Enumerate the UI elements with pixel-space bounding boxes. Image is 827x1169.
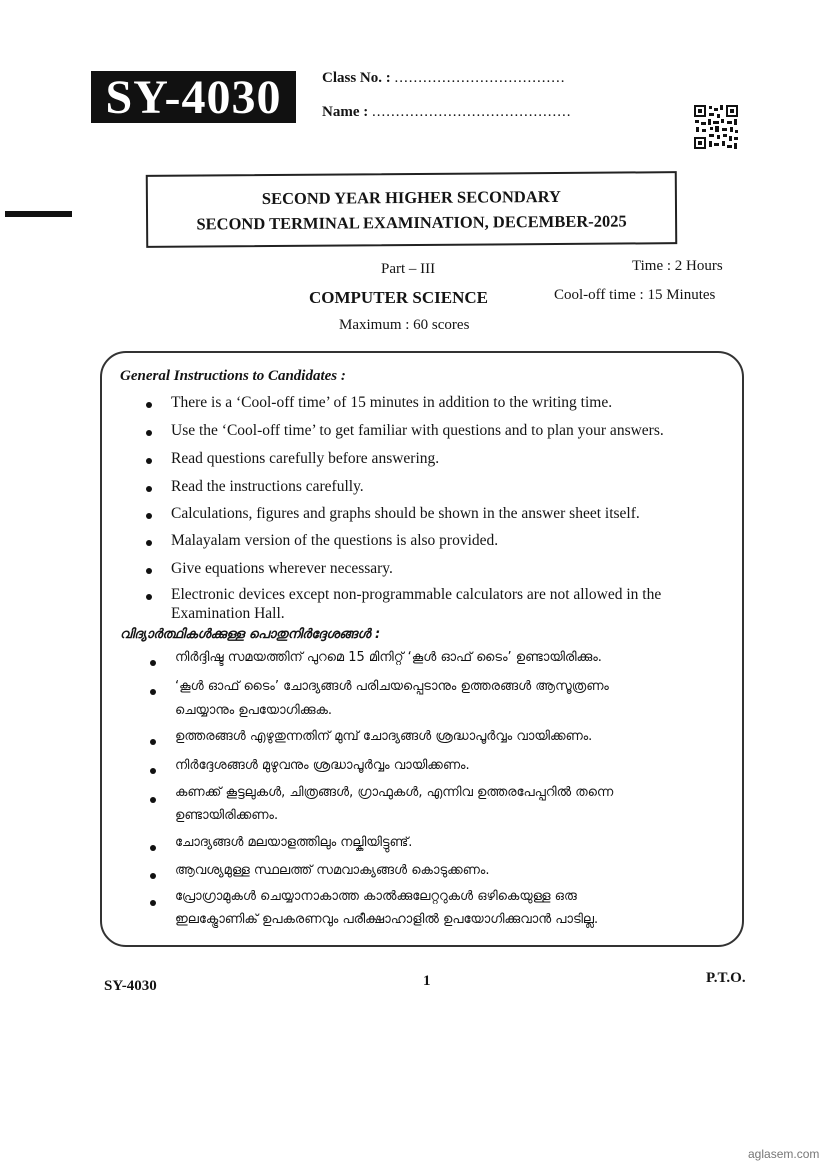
qr-code-icon — [693, 104, 739, 150]
malayalam-item: പ്രോഗ്രാമുകൾ ചെയ്യാനാകാത്ത കാൽക്കുലേറ്ററുകൾ ഒഴികെയുള്ള ഒരു — [175, 889, 577, 904]
exam-title-line1: SECOND YEAR HIGHER SECONDARY — [261, 186, 562, 209]
footer-paper-code: SY-4030 — [104, 978, 157, 994]
bullet — [146, 458, 152, 464]
cool-off-label: Cool-off time : 15 Minutes — [554, 287, 716, 303]
malayalam-heading: വിദ്യാർത്ഥികൾക്കുള്ള പൊതുനിർദ്ദേശങ്ങൾ : — [120, 627, 381, 642]
instruction-item: Electronic devices except non-programmable calculators are not allowed in the — [171, 586, 662, 603]
subject-title: COMPUTER SCIENCE — [309, 288, 488, 307]
paper-code-box: SY-4030 — [91, 71, 296, 123]
malayalam-item-continued: ഉണ്ടായിരിക്കണം. — [175, 808, 279, 823]
name-dots: .......................................... — [371, 104, 572, 120]
instruction-item: Calculations, figures and graphs should be shown in the answer sheet itself. — [171, 505, 640, 522]
bullet — [146, 430, 152, 436]
malayalam-item-continued: ഇലക്ട്രോണിക് ഉപകരണവും പരീക്ഷാഹാളിൽ ഉപയോഗിക്കുവാൻ പാടില്ല. — [175, 912, 599, 927]
time-label: Time : 2 Hours — [632, 258, 723, 274]
bullet — [150, 660, 156, 666]
instruction-item: Read questions carefully before answering. — [171, 450, 440, 467]
malayalam-item-continued: ചെയ്യാനും ഉപയോഗിക്കുക. — [175, 703, 333, 718]
bullet — [146, 513, 152, 519]
class-no-label: Class No. : — [322, 70, 391, 86]
bullet — [146, 402, 152, 408]
malayalam-item: ചോദ്യങ്ങൾ മലയാളത്തിലും നല്കിയിട്ടുണ്ട്. — [175, 835, 413, 850]
class-no-field — [322, 70, 566, 87]
instruction-item: There is a ‘Cool-off time’ of 15 minutes in addition to the writing time. — [171, 394, 613, 411]
bullet — [150, 900, 156, 906]
instruction-item: Malayalam version of the questions is also provided. — [171, 532, 499, 549]
malayalam-item: ആവശ്യമുള്ള സ്ഥലത്ത് സമവാക്യങ്ങൾ കൊടുക്കണം. — [175, 863, 490, 878]
watermark: aglasem.com — [748, 1147, 820, 1161]
malayalam-item: ഉത്തരങ്ങൾ എഴുതുന്നതിന് മുമ്പ് ചോദ്യങ്ങൾ ശ്രദ്ധാപൂർവ്വം വായിക്കണം. — [175, 729, 593, 744]
instruction-item: Give equations wherever necessary. — [171, 560, 393, 577]
exam-title-box — [146, 171, 677, 248]
bullet — [146, 594, 152, 600]
class-no-dots: .................................... — [394, 70, 566, 86]
bullet — [146, 540, 152, 546]
bullet — [150, 739, 156, 745]
bullet — [150, 768, 156, 774]
part-label: Part – III — [381, 261, 436, 277]
bullet — [150, 689, 156, 695]
malayalam-item: നിർദ്ദേശങ്ങൾ മുഴുവനും ശ്രദ്ധാപൂർവ്വം വായിക്കണം. — [175, 758, 470, 773]
bullet — [150, 797, 156, 803]
instruction-item-continued: Examination Hall. — [171, 605, 285, 622]
maximum-score: Maximum : 60 scores — [339, 317, 470, 333]
page-number: 1 — [423, 973, 431, 989]
malayalam-item: ‘കൂൾ ഓഫ് ടൈം’ ചോദ്യങ്ങൾ പരിചയപ്പെടാനും ഉത്തരങ്ങൾ ആസൂത്രണം — [175, 679, 609, 694]
instruction-item: Use the ‘Cool-off time’ to get familiar with questions and to plan your answers. — [171, 422, 664, 439]
exam-title-line2: SECOND TERMINAL EXAMINATION, DECEMBER-2025 — [196, 211, 627, 234]
instructions-heading: General Instructions to Candidates : — [120, 368, 346, 384]
name-field — [322, 104, 571, 121]
malayalam-item: കണക്ക് കൂട്ടലുകൾ, ചിത്രങ്ങൾ, ഗ്രാഫുകൾ, എന്നിവ ഉത്തരപേപ്പറിൽ തന്നെ — [175, 785, 614, 800]
instruction-item: Read the instructions carefully. — [171, 478, 364, 495]
bullet — [146, 568, 152, 574]
pto-label: P.T.O. — [706, 970, 746, 986]
bullet — [150, 845, 156, 851]
bullet — [150, 873, 156, 879]
bullet — [146, 486, 152, 492]
malayalam-item: നിർദ്ദിഷ്ട സമയത്തിന് പുറമെ 15 മിനിറ്റ് ‘കൂൾ ഓഫ് ടൈം’ ഉണ്ടായിരിക്കും. — [175, 650, 602, 665]
name-label: Name : — [322, 104, 369, 120]
margin-marker — [5, 211, 72, 217]
